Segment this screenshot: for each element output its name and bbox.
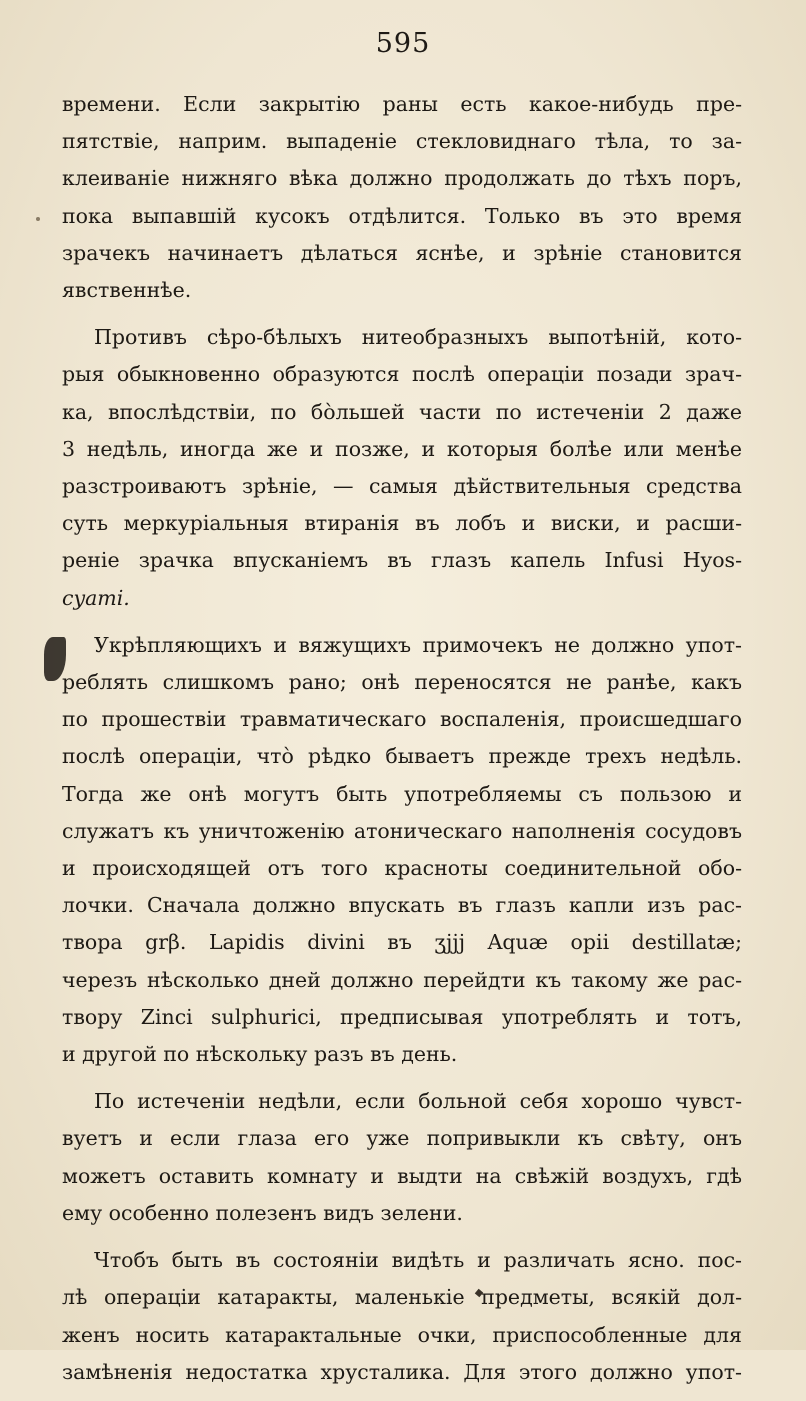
text-line: пока выпавшій кусокъ отдѣлится. Только въ это время [62,203,742,228]
text-line: ему особенно полезенъ видъ зелени. [62,1200,463,1225]
text-line: пятствіе, наприм. выпаденіе стекловиднаго тѣла, то за- [62,129,742,154]
body-text [62,86,742,1401]
text-line: Чтобъ быть въ состояніи видѣть и различать ясно. пос- [94,1248,742,1273]
text-line: можетъ оставить комнату и выдти на свѣжій воздухъ, гдѣ [62,1163,742,1188]
text-line: лѣ операціи катаракты, маленькіе предметы, всякій дол- [62,1285,742,1310]
text-line: ка, впослѣдствіи, по бо̀льшей части по истеченіи 2 даже [62,399,742,424]
page-number: 595 [375,28,431,59]
text-line: времени. Если закрытію раны есть какое-нибудь пре- [62,92,742,116]
text-line: реніе зрачка впусканіемъ въ глазъ капель Infusi Hyos- [62,548,742,573]
paragraph-2 [62,319,742,617]
text-line: твора grβ. Lapidis divini въ ʒjjj Aquæ opii destillatæ; [62,930,742,955]
text-line: рыя обыкновенно образуются послѣ операціи позади зрач- [62,362,742,387]
text-line: Тогда же онѣ могутъ быть употребляемы съ пользою и [62,781,742,806]
paragraph-1 [62,86,742,309]
text-line: По истеченіи недѣли, если больной себя хорошо чувст- [94,1089,742,1114]
paragraph-5 [62,1242,742,1391]
margin-speck [36,217,40,221]
text-line: и происходящей отъ того красноты соединительной обо- [62,856,742,881]
text-line: твору Zinci sulphurici, предписывая употреблять и тотъ, [62,1004,742,1029]
text-line: замѣненія недостатка хрусталика. Для этого должно упот- [62,1359,742,1384]
text-line: cyami. [62,585,130,610]
text-line: женъ носить катарактальные очки, приспособленные для [62,1322,742,1347]
text-line: вуетъ и если глаза его уже попривыкли къ свѣту, онъ [62,1126,742,1151]
text-line: явственнѣе. [62,278,192,303]
text-line: и другой по нѣскольку разъ въ день. [62,1042,458,1067]
text-line: лочки. Сначала должно впускать въ глазъ капли изъ рас- [62,893,742,918]
text-line: 3 недѣль, иногда же и позже, и которыя болѣе или менѣе [62,436,742,461]
paragraph-3 [62,627,742,1073]
text-line: Укрѣпляющихъ и вяжущихъ примочекъ не должно упот- [94,632,742,657]
text-line: черезъ нѣсколько дней должно перейдти къ такому же рас- [62,967,742,992]
text-line: клеиваніе нижняго вѣка должно продолжать до тѣхъ поръ, [62,166,742,191]
text-line: послѣ операціи, что̀ рѣдко бываетъ прежде трехъ недѣль. [62,744,742,769]
text-line: суть меркуріальныя втиранія въ лобъ и виски, и расши- [62,511,742,536]
paragraph-4 [62,1083,742,1232]
text-line: реблять слишкомъ рано; онѣ переносятся не ранѣе, какъ [62,670,742,695]
text-line: разстроиваютъ зрѣніе, — самыя дѣйствительныя средства [62,474,742,499]
text-line: по прошествіи травматическаго воспаленія, происшедшаго [62,707,742,732]
text-line: служатъ къ уничтоженію атоническаго наполненія сосудовъ [62,818,742,843]
text-line: зрачекъ начинаетъ дѣлаться яснѣе, и зрѣніе становится [62,240,742,265]
text-line: Противъ сѣро-бѣлыхъ нитеобразныхъ выпотѣній, кото- [94,325,742,350]
